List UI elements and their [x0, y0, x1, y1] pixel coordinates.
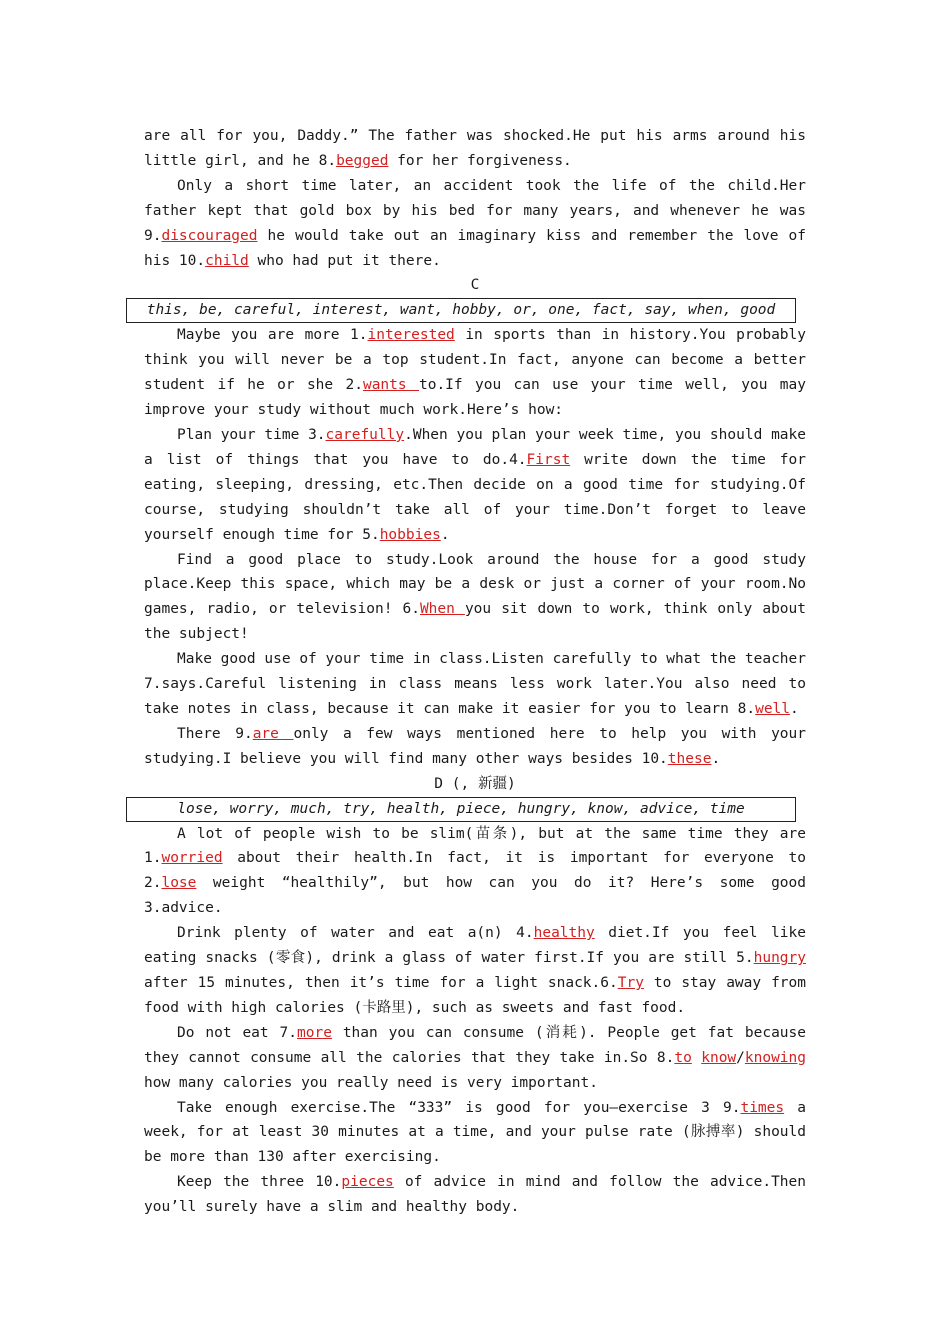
answer-1: interested [367, 327, 455, 344]
paragraph-b-2 [144, 174, 806, 274]
answer-2: lose [161, 875, 197, 892]
text: diet.If you feel like eating snacks (零食), drink a glass of water first.If you are still 5. [144, 925, 806, 967]
paragraph-b-1 [144, 124, 806, 174]
paragraph-d-5 [144, 1170, 806, 1220]
answer-5: hobbies [379, 526, 441, 543]
paragraph-c-4 [144, 647, 806, 722]
text: There 9. [177, 725, 253, 742]
text: A lot of people wish to be slim(苗条), but at the same time they are 1. [144, 825, 806, 867]
text: about their health.In fact, it is important for everyone to 2. [144, 850, 806, 892]
answer-6: When [419, 601, 465, 618]
paragraph-d-3 [144, 1021, 806, 1096]
text [692, 1050, 701, 1066]
text: / [736, 1049, 745, 1066]
answer-10: child [205, 252, 249, 269]
answer-8-know: know [701, 1049, 737, 1066]
paragraph-d-2 [144, 921, 806, 1021]
text: . [440, 526, 450, 543]
text: a week, for at least 30 minutes at a time, and your pulse rate (脉搏率) should be more than 130 after exercising. [144, 1099, 806, 1166]
answer-8-knowing: knowing [744, 1049, 806, 1066]
text: of advice in mind and follow the advice.Then you’ll surely have a slim and healthy body. [144, 1174, 806, 1216]
text: for her forgiveness. [388, 152, 572, 169]
answer-8-to: to [674, 1049, 692, 1066]
text: who had put it there. [248, 252, 441, 269]
text: Make good use of your time in class.Listen carefully to what the teacher 7.says.Careful listening in class means less work later.You also need to take notes in class, because it can make it easier for you to learn 8. [144, 651, 806, 717]
text: than you can consume (消耗). People get fat because they cannot consume all the calories that they take in.So 8. [144, 1024, 806, 1066]
section-c-heading: C [470, 277, 480, 294]
text: to.If you can use your time well, you may improve your study without much work.Here’s how: [144, 377, 806, 419]
paragraph-d-4 [144, 1096, 806, 1171]
text: . [711, 750, 721, 767]
section-c-word-box: this, be, careful, interest, want, hobby, or, one, fact, say, when, good [126, 298, 796, 323]
answer-1: worried [161, 850, 223, 867]
text: only a few ways mentioned here to help you with your studying.I believe you will find many other ways besides 10. [144, 725, 806, 767]
text: in sports than in history.You probably think you will never be a top student.In fact, anyone can become a better student if he or she 2. [144, 327, 806, 394]
answer-9: times [740, 1099, 785, 1116]
text: after 15 minutes, then it’s time for a light snack.6. [144, 975, 618, 991]
answer-2: wants [362, 377, 419, 394]
answer-8: begged [336, 152, 389, 169]
paragraph-c-3 [144, 548, 806, 648]
paragraph-c-5 [144, 722, 806, 772]
text: weight “healthily”, but how can you do it? Here’s some good 3.advice. [144, 875, 806, 917]
section-d-heading: D (, 新疆) [434, 775, 516, 792]
text: Find a good place to study.Look around the house for a good study place.Keep this space, which may be a desk or just a corner of your room.No games, radio, or television! 6. [144, 551, 806, 618]
text: he would take out an imaginary kiss and remember the love of his 10. [144, 227, 806, 269]
answer-10: these [667, 750, 712, 767]
answer-9: are [252, 725, 294, 742]
text: to stay away from food with high calories (卡路里), such as sweets and fast food. [144, 975, 806, 1016]
text: Plan your time 3. [177, 426, 326, 443]
text: how many calories you really need is very important. [144, 1074, 598, 1091]
text: write down the time for eating, sleeping, dressing, etc.Then decide on a good time for studying.Of course, studying shouldn’t take all of your time.Don’t forget to leave yourself enough time for 5. [144, 451, 806, 543]
answer-4: healthy [533, 925, 595, 942]
answer-4: First [526, 451, 571, 468]
document-page [144, 124, 806, 1220]
paragraph-d-1 [144, 822, 806, 922]
text: you sit down to work, think only about the subject! [144, 601, 806, 643]
text: .When you plan your week time, you should make a list of things that you have to do.4. [144, 426, 806, 468]
text: Take enough exercise.The “333” is good for you—exercise 3 9. [177, 1099, 741, 1116]
answer-10: pieces [341, 1174, 394, 1191]
paragraph-c-2 [144, 423, 806, 548]
answer-9: discouraged [161, 227, 258, 244]
text: . [790, 700, 799, 717]
text: Do not eat 7. [177, 1024, 297, 1041]
text: Drink plenty of water and eat a(n) 4. [177, 925, 534, 942]
text: Keep the three 10. [177, 1174, 342, 1191]
text: are all for you, Daddy.” The father was shocked.He put his arms around his little girl, and he 8. [144, 128, 806, 169]
answer-5: hungry [753, 950, 806, 967]
answer-8: well [755, 700, 791, 717]
answer-6: Try [617, 975, 644, 991]
answer-3: carefully [325, 426, 405, 443]
section-d-word-box: lose, worry, much, try, health, piece, hungry, know, advice, time [126, 797, 796, 822]
text: Maybe you are more 1. [177, 327, 368, 344]
text: Only a short time later, an accident took the life of the child.Her father kept that gold box by his bed for many years, and whenever he was 9. [144, 177, 806, 244]
answer-7: more [297, 1024, 332, 1041]
paragraph-c-1 [144, 323, 806, 423]
